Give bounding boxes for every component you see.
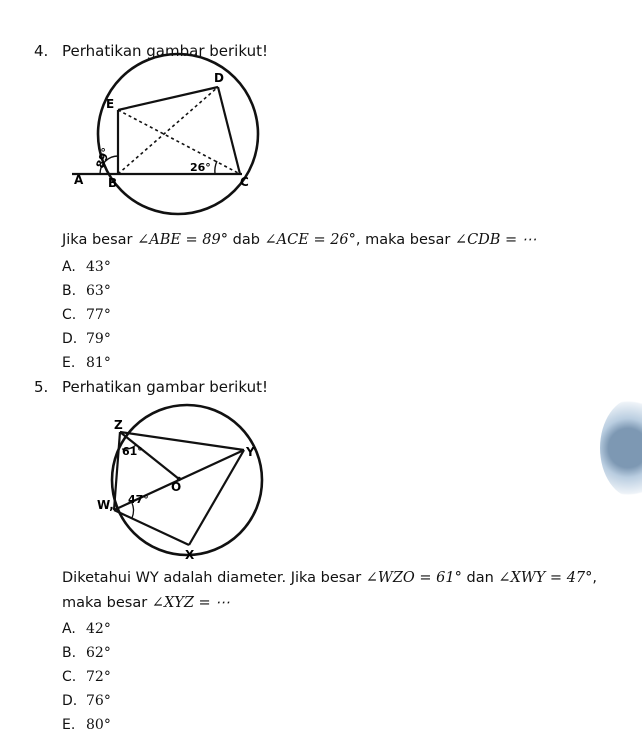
q5-chord-zw xyxy=(114,432,120,510)
q4-chord-ed xyxy=(118,87,218,110)
q5-angle-47: 47° xyxy=(128,493,149,506)
question-4-title: Perhatikan gambar berikut! xyxy=(62,42,268,60)
q4-prompt-math-1: ∠ABE = 89° xyxy=(137,232,229,248)
q5-prompt-text-1: Diketahui WY adalah diameter. Jika besar xyxy=(62,570,366,586)
q5-angle-61: 61° xyxy=(122,445,143,458)
option-letter: C. xyxy=(62,307,77,323)
option-value: 42° xyxy=(86,621,111,637)
option-value: 63° xyxy=(86,283,111,299)
option-value: 81° xyxy=(86,355,111,371)
option-value: 43° xyxy=(86,259,111,275)
decorative-blob xyxy=(600,398,642,498)
q5-label-o: O xyxy=(171,480,182,494)
q5-option-c[interactable] xyxy=(62,669,111,685)
option-letter: D. xyxy=(62,693,78,709)
q4-label-c: C xyxy=(240,175,249,189)
q4-option-d[interactable] xyxy=(62,331,111,347)
q5-prompt-text-4: maka besar xyxy=(62,595,152,611)
option-letter: E. xyxy=(62,355,76,371)
q5-prompt-text-3: , xyxy=(592,570,598,586)
q5-option-b[interactable] xyxy=(62,645,111,661)
question-5-prompt-line-2 xyxy=(62,595,230,611)
q4-dashed-ec xyxy=(118,110,240,174)
q5-prompt-text-2: dan xyxy=(461,570,499,586)
q4-label-b: B xyxy=(108,176,118,190)
q5-prompt-math-3: ∠XYZ = ⋯ xyxy=(151,595,230,611)
q5-prompt-math-1: ∠WZO = 61° xyxy=(365,570,462,586)
q4-label-e: E xyxy=(106,97,115,111)
q4-angle-89: 89° xyxy=(93,146,113,171)
q4-prompt-text-3: , maka besar xyxy=(355,232,455,248)
question-4-prompt xyxy=(62,232,536,248)
option-letter: E. xyxy=(62,717,76,733)
q4-chord-dc xyxy=(218,87,240,174)
q4-option-a[interactable] xyxy=(62,259,111,275)
q4-prompt-math-2: ∠ACE = 26° xyxy=(264,232,356,248)
option-letter: C. xyxy=(62,669,77,685)
q5-circle xyxy=(112,405,262,555)
q5-label-x: X xyxy=(185,548,195,562)
q5-option-d[interactable] xyxy=(62,693,111,709)
question-5-prompt-line-1 xyxy=(62,570,597,586)
question-5-number: 5. xyxy=(34,378,49,396)
option-value: 80° xyxy=(86,717,111,733)
q4-label-a: A xyxy=(74,173,84,187)
question-4-number: 4. xyxy=(34,42,49,60)
option-letter: D. xyxy=(62,331,78,347)
q5-option-a[interactable] xyxy=(62,621,111,637)
q4-option-c[interactable] xyxy=(62,307,111,323)
question-5-title: Perhatikan gambar berikut! xyxy=(62,378,268,396)
option-letter: B. xyxy=(62,645,77,661)
option-value: 76° xyxy=(86,693,111,709)
q5-label-w: W, xyxy=(97,498,114,512)
option-value: 77° xyxy=(86,307,111,323)
question-4-heading xyxy=(34,42,268,60)
q4-option-b[interactable] xyxy=(62,283,111,299)
q4-prompt-text-2: dab xyxy=(228,232,265,248)
q4-circle xyxy=(98,54,258,214)
question-5-figure xyxy=(92,405,282,565)
q4-label-d: D xyxy=(214,71,224,85)
option-letter: A. xyxy=(62,259,76,275)
q4-angle-ace-arc xyxy=(215,161,217,174)
q4-prompt-text-1: Jika besar xyxy=(62,232,138,248)
q5-label-z: Z xyxy=(114,418,123,432)
q5-label-y: Y xyxy=(246,445,255,459)
option-letter: A. xyxy=(62,621,76,637)
q5-option-e[interactable] xyxy=(62,717,111,733)
option-value: 62° xyxy=(86,645,111,661)
q4-option-e[interactable] xyxy=(62,355,111,371)
q5-prompt-math-2: ∠XWY = 47° xyxy=(498,570,593,586)
question-4-figure xyxy=(58,68,278,218)
q5-chord-wx xyxy=(114,510,189,545)
option-letter: B. xyxy=(62,283,77,299)
option-value: 72° xyxy=(86,669,111,685)
q5-chord-xy xyxy=(189,450,244,545)
q4-angle-26: 26° xyxy=(190,161,211,174)
question-5-heading xyxy=(34,378,268,396)
q4-prompt-math-3: ∠CDB = ⋯ xyxy=(454,232,537,248)
option-value: 79° xyxy=(86,331,111,347)
